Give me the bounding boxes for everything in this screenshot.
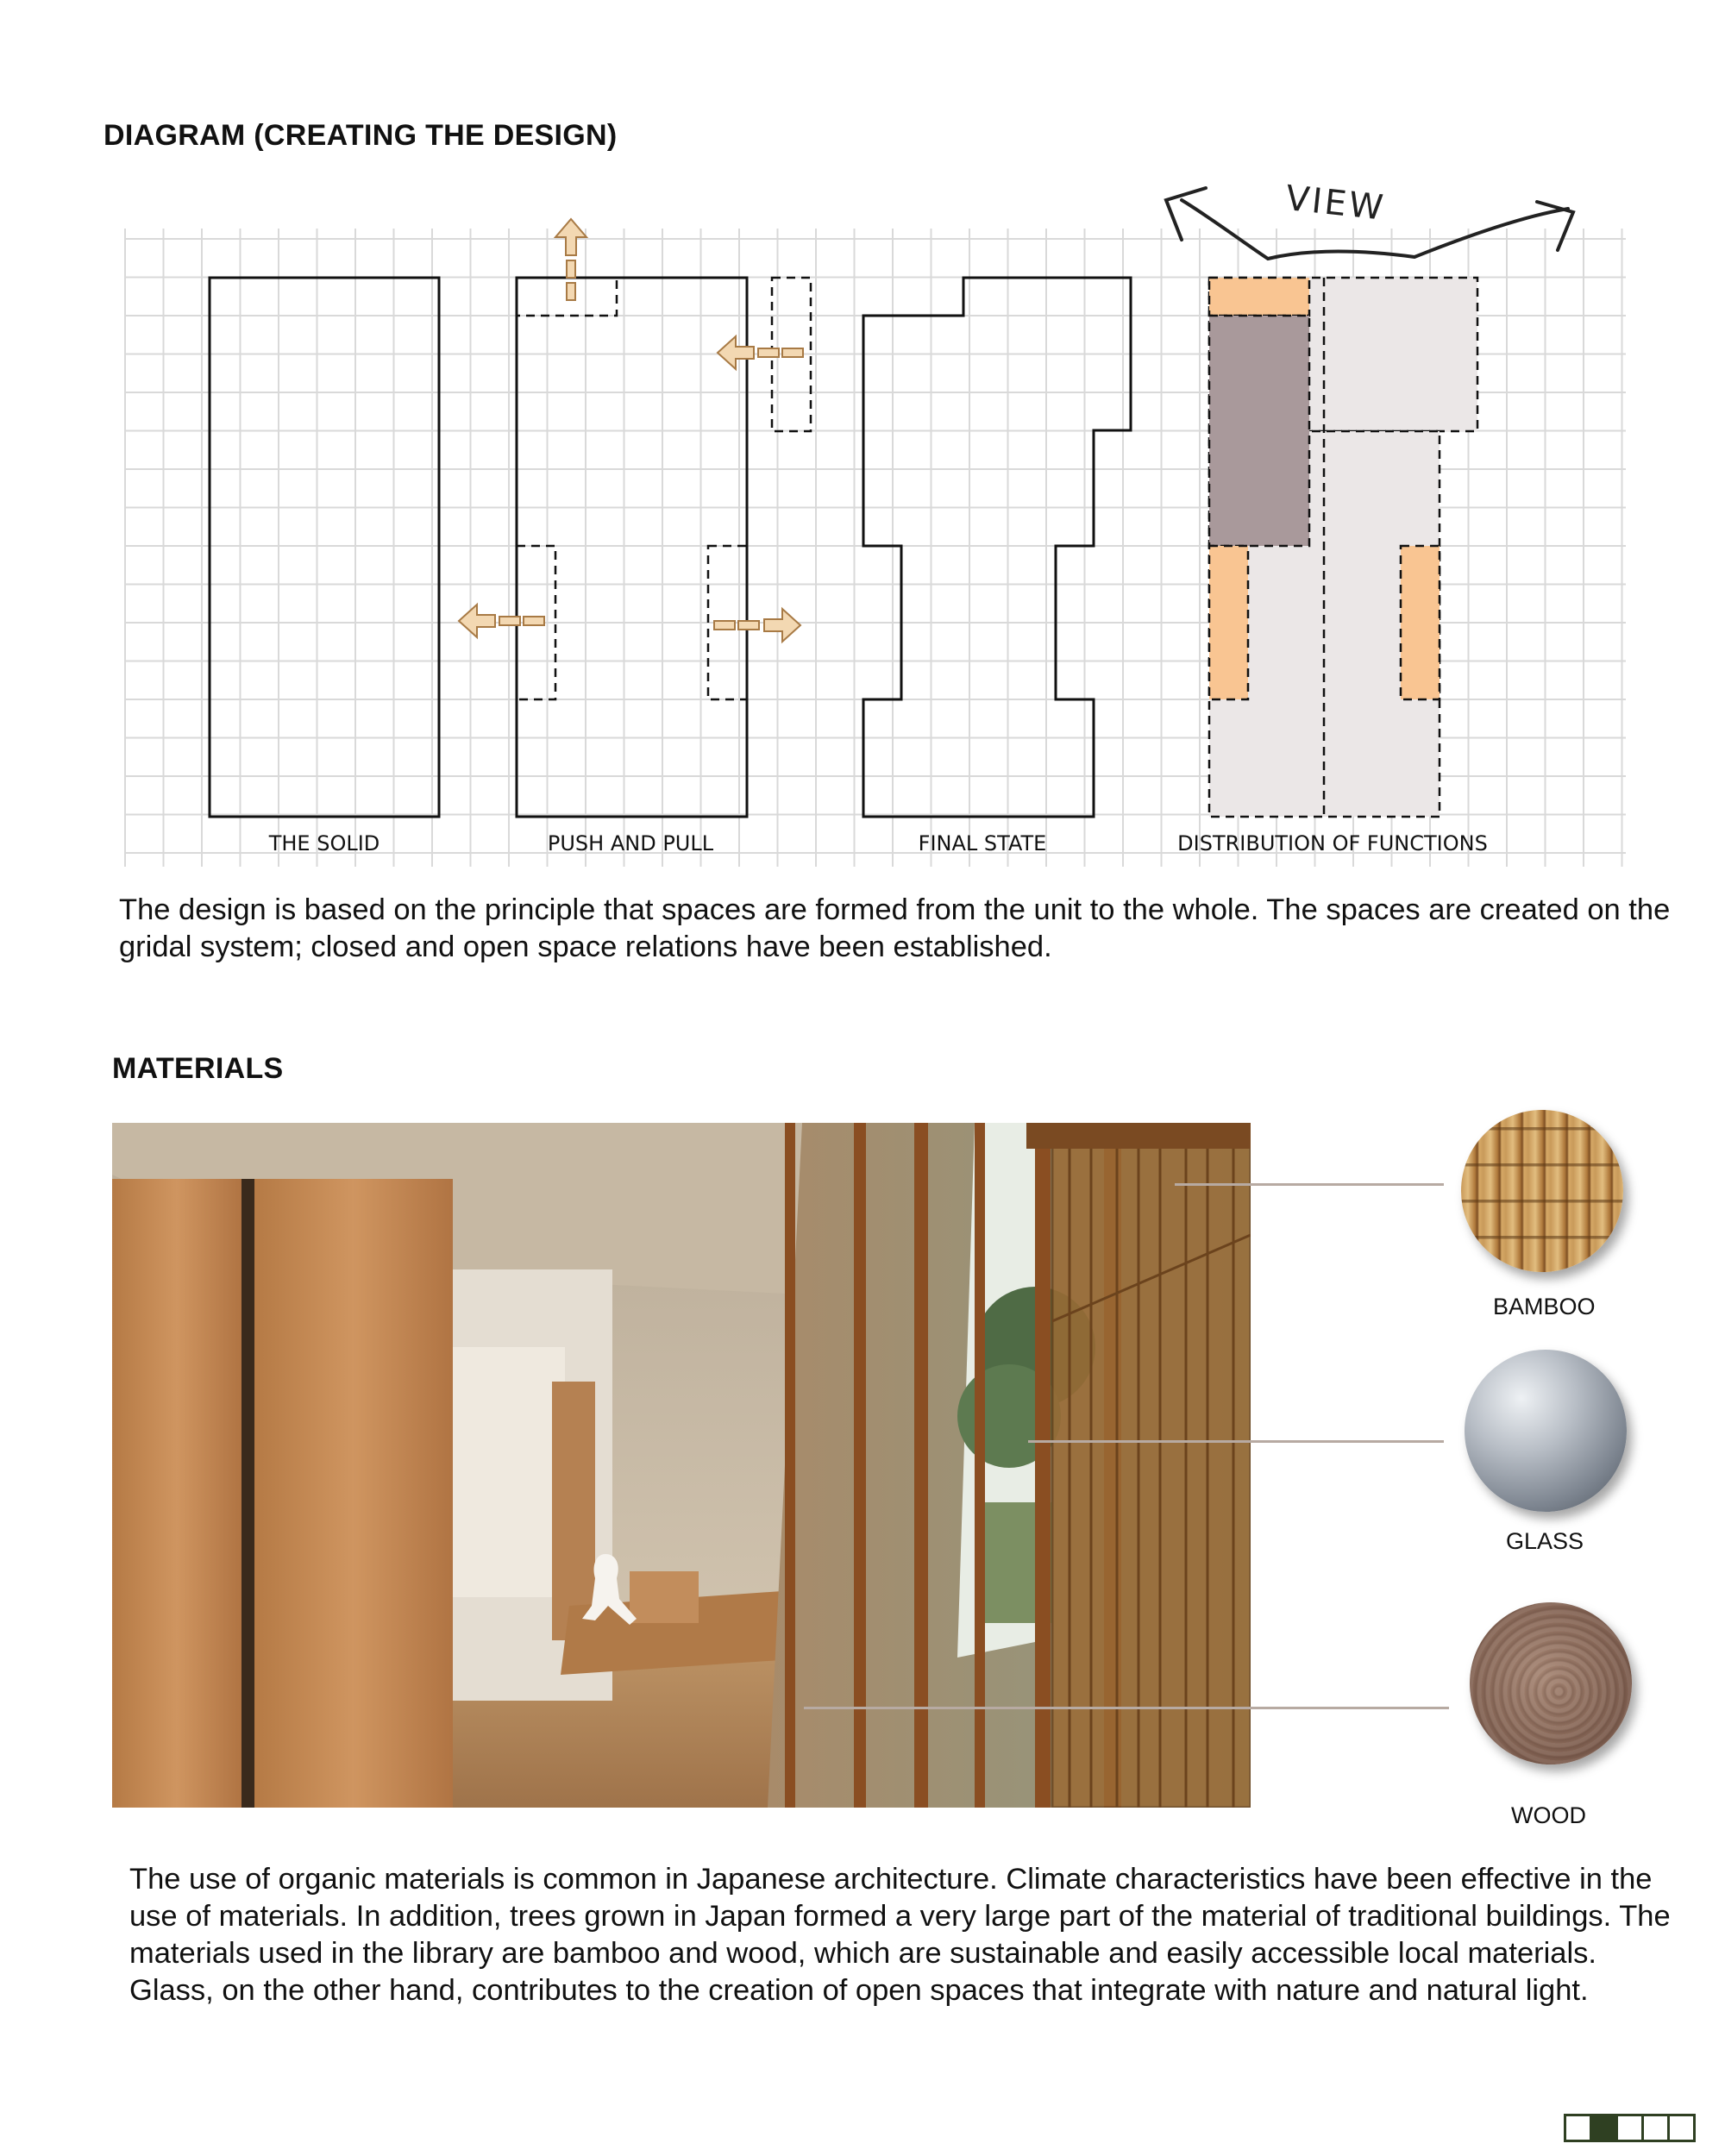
materials-section-title: MATERIALS <box>112 1052 284 1085</box>
leader-line-bamboo <box>1175 1183 1444 1186</box>
arrow-left-icon <box>718 336 803 369</box>
function-zone-purple <box>1209 316 1309 546</box>
leader-line-wood <box>804 1707 1449 1709</box>
push-pull-diagram <box>459 219 811 817</box>
diagram-section-title: DIAGRAM (CREATING THE DESIGN) <box>104 119 618 152</box>
bamboo-swatch-icon <box>1461 1110 1623 1272</box>
function-zone-orange <box>1401 546 1440 699</box>
diagram-description: The design is based on the principle that spaces are formed from the unit to the whole. The spaces are created on the gridal system; closed and open space relations have been established. <box>119 893 1671 963</box>
arrow-up-icon <box>555 219 586 300</box>
material-label-glass: GLASS <box>1506 1528 1584 1554</box>
page-indicator-box <box>1590 2114 1618 2142</box>
page-indicator-box <box>1667 2114 1696 2142</box>
solid-block-outline <box>210 278 439 817</box>
caption-distribution-of-functions: DISTRIBUTION OF FUNCTIONS <box>1177 831 1488 856</box>
page-indicator-box <box>1615 2114 1644 2142</box>
arrow-left-icon <box>459 605 544 637</box>
function-distribution-diagram <box>1209 278 1477 817</box>
caption-push-and-pull: PUSH AND PULL <box>547 831 714 856</box>
function-zone-orange <box>1209 278 1309 316</box>
material-label-wood: WOOD <box>1511 1802 1586 1828</box>
final-state-outline <box>863 278 1131 817</box>
view-label: VIEW <box>1283 178 1388 229</box>
page-indicator-box <box>1641 2114 1670 2142</box>
arrow-right-icon <box>1537 202 1573 250</box>
page-indicator <box>1564 2114 1693 2142</box>
page-indicator-box <box>1564 2114 1592 2142</box>
caption-the-solid: THE SOLID <box>268 831 380 856</box>
function-zone-orange <box>1209 546 1248 699</box>
leader-line-glass <box>1028 1440 1444 1443</box>
materials-description: The use of organic materials is common in Japanese architecture. Climate characteristics have been effective in the use of materials. In addition, trees grown in Japan formed a very large part of the material of traditional buildings. The materials used in the library are bamboo and wood, which are sustainable and easily accessible local materials. Glass, on the other hand, contributes to the creation of open spaces that integrate with nature and natural light. <box>129 1863 1671 2007</box>
bamboo-screen <box>1052 1123 1251 1808</box>
massing-diagram <box>0 164 1725 880</box>
material-label-bamboo: BAMBOO <box>1493 1294 1596 1319</box>
library-interior-render <box>112 1123 1251 1808</box>
arrow-right-icon <box>714 609 800 642</box>
wood-swatch-icon <box>1470 1602 1632 1764</box>
glass-swatch-icon <box>1465 1350 1627 1512</box>
caption-final-state: FINAL STATE <box>918 831 1047 856</box>
